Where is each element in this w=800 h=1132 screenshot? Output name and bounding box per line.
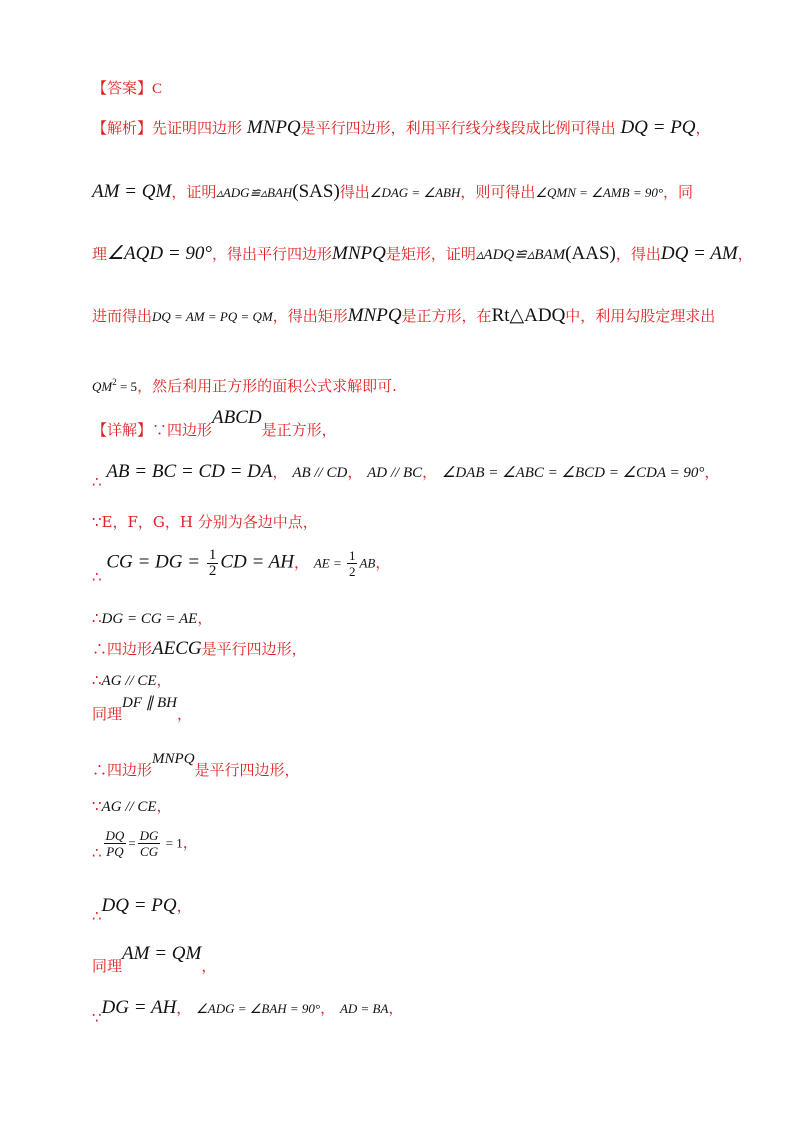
text: ，得出平行四边形 [212,245,333,263]
text: 是矩形，证明 [385,245,476,263]
numerator: DG [139,828,159,843]
text: ， [422,463,438,481]
text: ， [201,957,217,975]
text: ， [197,609,213,627]
text: ， [294,553,310,572]
text: 是正方形， [261,421,337,439]
text: E，F，G，H 分别为各边中点， [101,513,318,531]
text: ， [375,553,391,572]
detail-line-7 [92,670,720,691]
text: 同理 [92,957,123,975]
math: AB = BC = CD = DA [106,461,273,482]
superscript: 2 [112,377,117,387]
fraction [104,828,127,859]
text: ， [272,463,288,481]
answer-line [92,78,720,99]
text: ， [737,245,753,263]
numerator: 1 [348,548,356,563]
fraction [347,548,358,579]
math: CD = AH [220,551,295,573]
text: ，同 [663,183,694,201]
math: DQ = PQ [620,117,696,138]
text: ， [320,999,336,1017]
math: ABCD [212,407,262,428]
text: ， [182,833,198,852]
analysis-label: 【解析】 [92,119,153,137]
because-symbol: ∵ [92,1009,102,1027]
text: ，得出矩形 [272,307,348,325]
text: 四边形 [107,761,153,779]
math: (AAS) [565,243,616,264]
math: CG = DG = [106,551,205,573]
math: ∠DAB = ∠ABC = ∠BCD = ∠CDA = 90° [441,465,705,481]
detail-line-12 [92,895,720,925]
numerator: DQ [105,828,125,843]
text: ，则可得出 [460,183,536,201]
math: ∠DAG = ∠ABH [369,185,461,200]
text: 进而得出 [92,307,153,325]
text: 四边形 [167,421,213,439]
denominator: PQ [106,844,124,859]
because-symbol: ∵ [92,797,102,815]
math: MNPQ [347,305,402,326]
math: = 1 [162,835,183,851]
detail-line-8 [92,695,720,725]
text: 是正方形，在 [401,307,492,325]
text: 四边形 [107,640,153,658]
therefore-symbol: ∴ [92,640,108,658]
math: AG // CE [101,799,157,815]
detail-line-3 [92,512,720,532]
fraction [138,828,161,859]
answer-label: 【答案】 [92,79,153,97]
detail-line-1 [92,407,720,440]
text: ， [176,897,192,915]
math: AM = QM [122,943,202,964]
detail-line-2 [92,461,720,491]
analysis-line-5 [92,372,720,397]
text: ， [347,463,363,481]
math: DQ = AM [660,243,738,264]
text: 中，利用勾股定理求出 [565,307,716,325]
text: 是平行四边形， [201,640,307,658]
detail-line-10 [92,796,720,817]
therefore-symbol: ∴ [92,473,102,491]
math: DQ = PQ [101,895,177,916]
math: ▵ADG≌▵BAH [216,185,293,200]
text: ，得出 [615,245,661,263]
math: MNPQ [332,243,386,264]
math: = 5 [116,379,138,394]
text: ， [388,999,404,1017]
math: DF ∥ BH [122,695,178,711]
detail-line-14 [92,997,720,1027]
because-symbol: ∵ [92,513,102,531]
math: DG = CG = AE [101,611,198,627]
math: DG = AH [101,997,177,1018]
math: DQ = AM = PQ = QM [152,309,273,324]
because-symbol: ∵ [152,421,168,439]
therefore-symbol: ∴ [92,609,102,627]
text: ， [704,463,720,481]
therefore-symbol: ∴ [92,843,102,862]
math: QM [92,379,113,394]
analysis-line-2 [92,182,720,203]
text: 是平行四边形， [194,761,300,779]
math: ▵ADQ≌▵BAM [475,247,566,263]
detail-label: 【详解】 [92,421,153,439]
text: ， [176,999,192,1017]
therefore-symbol: ∴ [92,671,102,689]
text: ， [156,671,172,689]
math: AD // BC [367,465,423,481]
math: AB // CD [292,465,348,481]
detail-line-4 [92,547,720,586]
therefore-symbol: ∴ [92,761,108,779]
math: ∠ADG = ∠BAH = 90° [196,1001,321,1016]
text: ， [177,705,193,723]
analysis-line-3 [92,243,753,265]
text: 是平行四边形，利用平行线分线段成比例可得出 [300,119,616,137]
denominator: CG [140,844,159,859]
text: 理 [92,245,108,263]
text: ，证明 [171,183,217,201]
answer-value: C [152,81,163,97]
detail-line-9 [92,751,720,781]
text: ， [695,119,711,137]
math: AE = [313,555,345,571]
denominator: 2 [208,563,217,579]
therefore-symbol: ∴ [92,567,102,586]
math: Rt△ADQ [491,305,566,326]
text: ， [156,797,172,815]
math: AD = BA [339,1001,389,1016]
math: MNPQ [246,117,301,138]
analysis-line-4 [92,306,720,327]
detail-line-13 [92,943,720,976]
therefore-symbol: ∴ [92,907,102,925]
math: AB [359,555,376,571]
detail-line-11: ∴ $\frac{DQ}{PQ}$ = $\frac{DG}{CG}$ = 1， [92,828,198,862]
math: ∠QMN = ∠AMB = 90° [535,185,664,200]
math: AM = QM [92,181,172,202]
math: AG // CE [101,673,157,689]
numerator: 1 [208,547,217,563]
math: (SAS) [292,181,340,202]
denominator: 2 [348,564,356,579]
math: MNPQ [152,751,195,767]
detail-line-5 [92,608,720,629]
detail-line-6 [92,639,720,659]
math: ∠AQD = 90° [107,243,213,264]
text: 先证明四边形 [152,119,243,137]
text: 得出 [339,183,370,201]
text: ，然后利用正方形的面积公式求解即可. [137,377,397,395]
analysis-line-1 [92,118,720,138]
fraction [207,548,219,579]
text: 同理 [92,705,123,723]
math: AECG [152,638,202,659]
